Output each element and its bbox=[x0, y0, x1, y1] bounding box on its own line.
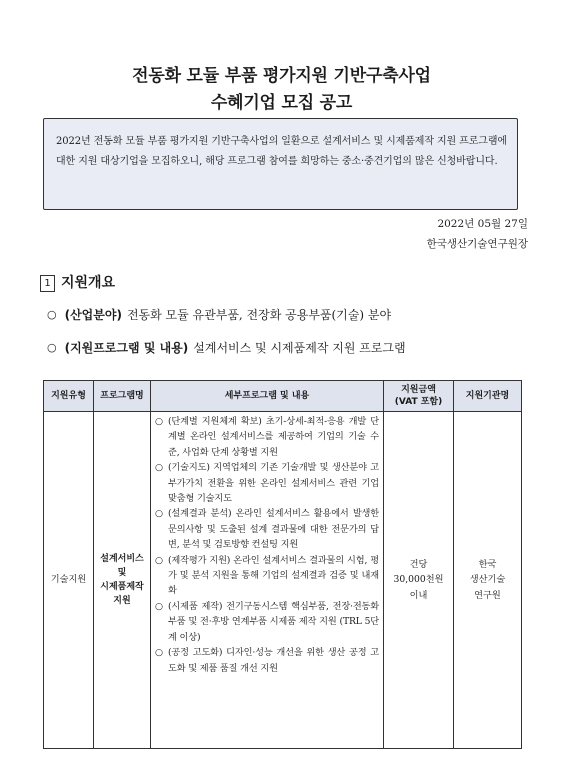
program-line3: 시제품제작 bbox=[100, 582, 144, 592]
circle-bullet-icon: ○ bbox=[155, 600, 164, 612]
header-detail: 세부프로그램 및 내용 bbox=[151, 381, 384, 412]
table-header-row bbox=[44, 381, 522, 412]
overview-text: 전동화 모듈 유관부품, 전장화 공용부품(기술) 분야 bbox=[126, 308, 392, 322]
overview-item-industry bbox=[47, 306, 391, 324]
detail-text: (시제품 제작) 전기구동시스템 핵심부품, 전장·전동화 부품 및 전·후방 연계부품 시제품 제작 지원 (TRL 5단계 이상) bbox=[168, 600, 379, 643]
table-row bbox=[44, 412, 522, 749]
circle-bullet-icon: ○ bbox=[155, 647, 164, 659]
org-line3: 연구원 bbox=[474, 589, 501, 601]
amount-line3: 이내 bbox=[409, 589, 428, 601]
circle-bullet-icon: ○ bbox=[47, 341, 57, 354]
detail-item bbox=[155, 645, 379, 676]
announcement-date: 2022년 05월 27일 bbox=[437, 218, 528, 230]
program-table bbox=[43, 380, 522, 749]
org-line2: 생산기술 bbox=[469, 574, 506, 586]
program-line1: 설계서비스 bbox=[100, 554, 144, 564]
cell-amount bbox=[384, 412, 454, 749]
detail-text: (설계결과 분석) 온라인 설계서비스 활용에서 발생한 문의사항 및 도출된 설계 결과물에 대한 전문가의 답변, 분석 및 검토방향 컨설팅 지원 bbox=[168, 508, 379, 551]
circle-bullet-icon: ○ bbox=[155, 554, 164, 566]
cell-detail bbox=[151, 412, 384, 749]
amount-line1: 건당 bbox=[409, 558, 428, 570]
org-line1: 한국 bbox=[478, 558, 497, 570]
detail-text: (공정 고도화) 디자인·성능 개선을 위한 생산 공정 고도화 및 제품 품질 개선 지원 bbox=[168, 647, 379, 674]
program-line4: 지원 bbox=[113, 596, 131, 606]
circle-bullet-icon: ○ bbox=[155, 508, 164, 520]
notice-box bbox=[43, 118, 518, 210]
header-amount bbox=[384, 381, 454, 412]
overview-label: (지원프로그램 및 내용) bbox=[64, 341, 189, 355]
detail-item bbox=[155, 414, 379, 460]
cell-org bbox=[454, 412, 522, 749]
program-line2: 및 bbox=[117, 568, 127, 578]
header-org: 지원기관명 bbox=[454, 381, 522, 412]
notice-text: 2022년 전동화 모듈 부품 평가지원 기반구축사업의 일환으로 설계서비스 및 시제품제작 지원 프로그램에 대한 지원 대상기업을 모집하오니, 해당 프로그램 참여를 희망하는 중소·중견기업의 많은 신청바랍니다. bbox=[56, 136, 507, 167]
circle-bullet-icon: ○ bbox=[155, 462, 164, 474]
detail-item bbox=[155, 553, 379, 599]
title-line-1: 전동화 모듈 부품 평가지원 기반구축사업 bbox=[132, 66, 431, 86]
detail-text: (단계별 지원체계 확보) 초기-상세-최적-응용 개발 단계별 온라인 설계서비스를 제공하여 기업의 기술 수준, 사업화 단계 상황별 지원 bbox=[168, 416, 379, 458]
header-amount-line2: (VAT 포함) bbox=[394, 397, 443, 407]
overview-label: (산업분야) bbox=[64, 308, 122, 322]
circle-bullet-icon: ○ bbox=[47, 308, 57, 321]
issuer-name: 한국생산기술연구원장 bbox=[426, 238, 528, 250]
detail-item bbox=[155, 506, 379, 552]
circle-bullet-icon: ○ bbox=[155, 416, 164, 427]
header-program: 프로그램명 bbox=[94, 381, 151, 412]
section-number-box: 1 bbox=[40, 275, 55, 292]
detail-text: (제작평가 지원) 온라인 설계서비스 결과물의 시험, 평가 및 분석 지원을 통해 기업의 설계결과 검증 및 내재화 bbox=[168, 554, 379, 597]
overview-text: 설계서비스 및 시제품제작 지원 프로그램 bbox=[193, 341, 406, 355]
detail-item bbox=[155, 599, 379, 645]
header-type: 지원유형 bbox=[44, 381, 94, 412]
detail-text: (기술지도) 지역업체의 기존 기술개발 및 생산분야 고부가가치 전환을 위한 온라인 설계서비스 관련 기업 맞춤형 기술지도 bbox=[168, 462, 379, 505]
amount-line2: 30,000천원 bbox=[393, 574, 444, 586]
cell-type: 기술지원 bbox=[44, 412, 94, 749]
overview-item-program bbox=[47, 339, 406, 357]
detail-item bbox=[155, 460, 379, 506]
cell-program bbox=[94, 412, 151, 749]
section-title: 지원개요 bbox=[61, 275, 116, 291]
title-line-2: 수혜기업 모집 공고 bbox=[210, 93, 353, 113]
page-title bbox=[0, 63, 563, 117]
section-heading bbox=[40, 273, 115, 293]
header-amount-line1: 지원금액 bbox=[401, 385, 436, 395]
